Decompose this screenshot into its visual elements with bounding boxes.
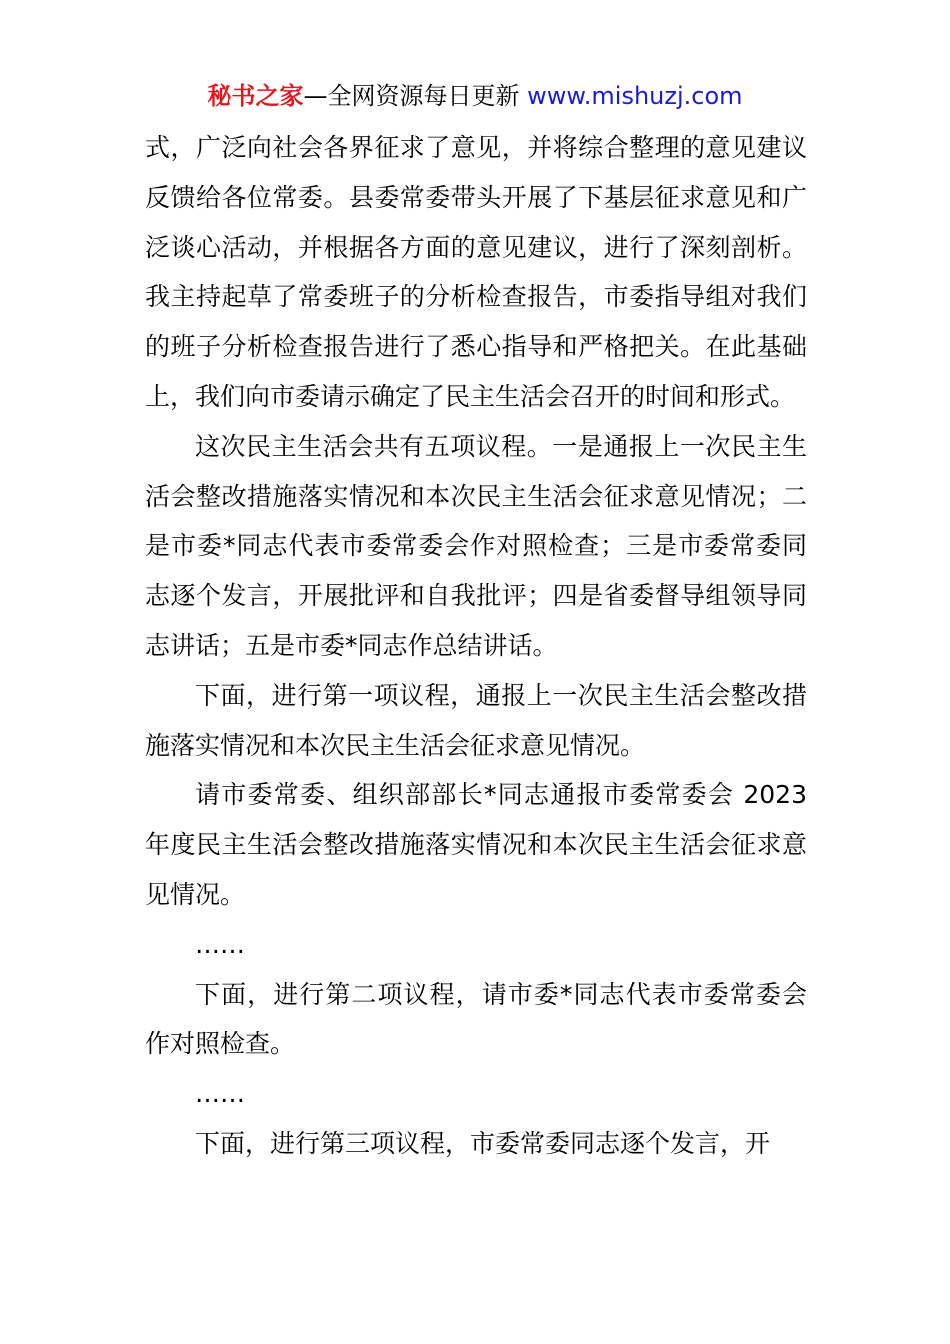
paragraph-agenda-item-1: 下面，进行第一项议程，通报上一次民主生活会整改措施落实情况和本次民主生活会征求意见情况。 (145, 680, 807, 760)
site-url-link[interactable]: www.mishuzj.com (527, 82, 743, 110)
paragraph-ellipsis: …… (195, 1079, 245, 1109)
paragraph-agenda-item-3: 下面，进行第三项议程，市委常委同志逐个发言，开 (195, 1128, 771, 1158)
paragraph-report-request: 请市委常委、组织部部长*同志通报市委常委会 2023 年度民主生活会整改措施落实情况和本次民主生活会征求意见情况。 (145, 780, 807, 909)
paragraph-continued: 式，广泛向社会各界征求了意见，并将综合整理的意见建议反馈给各位常委。县委常委带头开展了下基层征求意见和广泛谈心活动，并根据各方面的意见建议，进行了深刻剖析。我主持起草了常委班子的分析检查报告，市委指导组对我们的班子分析检查报告进行了悉心指导和严格把关。在此基础上，我们向市委请示确定了民主生活会召开的时间和形式。 (145, 133, 807, 411)
page-header (0, 78, 950, 114)
document-body (145, 123, 807, 1169)
site-tagline: —全网资源每日更新 (303, 82, 520, 110)
paragraph-agenda-overview: 这次民主生活会共有五项议程。一是通报上一次民主生活会整改措施落实情况和本次民主生活会征求意见情况；二是市委*同志代表市委常委会作对照检查；三是市委常委同志逐个发言，开展批评和自我批评；四是省委督导组领导同志讲话；五是市委*同志作总结讲话。 (145, 431, 807, 660)
paragraph-agenda-item-2: 下面，进行第二项议程，请市委*同志代表市委常委会作对照检查。 (145, 979, 807, 1059)
paragraph-ellipsis: …… (195, 929, 245, 959)
site-brand: 秘书之家 (207, 82, 304, 110)
